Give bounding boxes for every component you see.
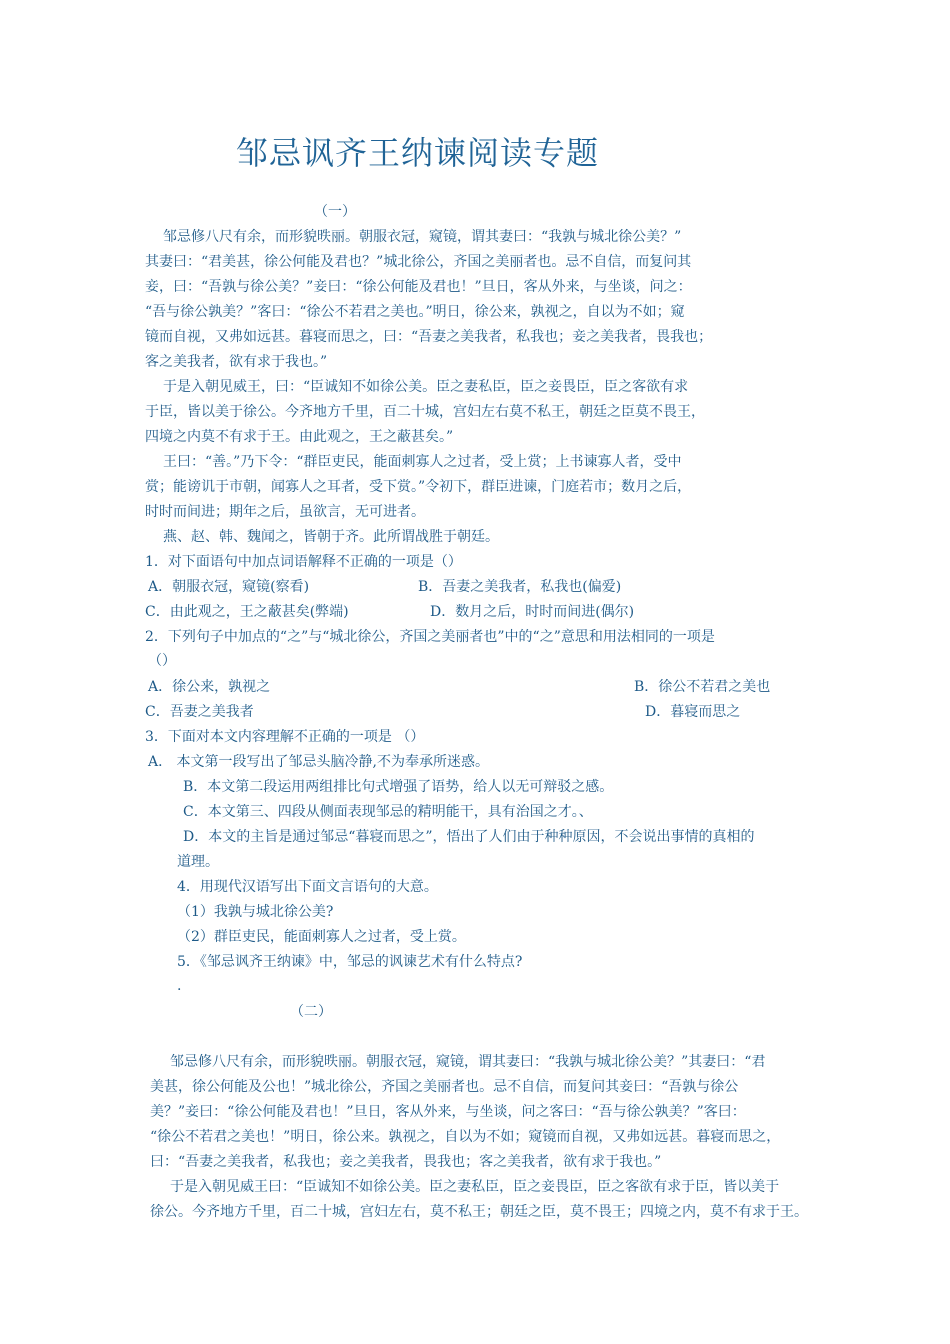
part1-heading: （一） [314,204,356,220]
passage1-line: 赏；能谤讥于市朝，闻寡人之耳者，受下赏。”令初下，群臣进谏，门庭若市；数月之后， [145,479,692,495]
question-1-option-a: A．朝服衣冠，窥镜(察看) [148,579,310,595]
question-4-sentence-1: （1）我孰与城北徐公美? [177,904,334,920]
question-3-stem: 3．下面对本文内容理解不正确的一项是 （） [145,729,425,745]
question-2-option-a: A．徐公来，孰视之 [148,679,271,695]
question-2-option-b: B．徐公不若君之美也 [634,679,771,695]
question-2-option-c: C．吾妻之美我者 [145,704,254,720]
passage2-line: 徐公。今齐地方千里，百二十城，宫妇左右，莫不私王；朝廷之臣，莫不畏王；四境之内，莫不有求于王。 [150,1204,808,1220]
question-1-option-c: C．由此观之，王之蔽甚矣(弊端) [145,604,349,620]
passage1-line: 其妻曰：“君美甚，徐公何能及君也？”城北徐公，齐国之美丽者也。忌不自信，而复问其 [145,254,692,270]
passage2-line: 美？”妾曰：“徐公何能及君也！”旦日，客从外来，与坐谈，问之客曰：“吾与徐公孰美？”客曰： [150,1104,746,1120]
passage1-line: 邹忌修八尺有余，而形貌昳丽。朝服衣冠，窥镜，谓其妻曰：“我孰与城北徐公美？” [163,229,682,245]
passage1-line: 镜而自视，又弗如远甚。暮寝而思之，曰：“吾妻之美我者，私我也；妾之美我者，畏我也； [145,329,713,345]
question-3-option-a: A． 本文第一段写出了邹忌头脑冷静,不为奉承所迷惑。 [148,754,490,770]
passage1-line: 燕、赵、韩、魏闻之，皆朝于齐。此所谓战胜于朝廷。 [163,529,499,545]
question-5-stem: 5．《邹忌讽齐王纳谏》中，邹忌的讽谏艺术有什么特点? [177,954,523,970]
passage1-line: 四境之内莫不有求于王。由此观之，王之蔽甚矣。” [145,429,454,445]
part2-heading: （二） [290,1004,332,1020]
passage1-line: 时时而间进；期年之后，虽欲言，无可进者。 [145,504,425,520]
question-3-option-c: C．本文第三、四段从侧面表现邹忌的精明能干，具有治国之才。、 [183,804,593,820]
question-5-answer-space: . [177,978,182,994]
question-3-option-d: D．本文的主旨是通过邹忌“暮寝而思之”，悟出了人们由于种种原因，不会说出事情的真相的 [183,829,755,845]
passage2-line: 美甚，徐公何能及公也！”城北徐公，齐国之美丽者也。忌不自信，而复问其妾曰：“吾孰与徐公 [150,1079,739,1095]
passage2-line: 于是入朝见威王曰：“臣诚知不如徐公美。臣之妻私臣，臣之妾畏臣，臣之客欲有求于臣，皆以美于 [170,1179,780,1195]
question-3-option-d-cont: 道理。 [177,854,219,870]
question-1-option-b: B．吾妻之美我者，私我也(偏爱) [418,579,622,595]
passage1-line: “吾与徐公孰美？”客曰：“徐公不若君之美也。”明日，徐公来，孰视之，自以为不如；窥 [145,304,685,320]
question-2-option-d: D．暮寝而思之 [645,704,741,720]
passage2-line: 曰：“吾妻之美我者，私我也；妾之美我者，畏我也；客之美我者，欲有求于我也。” [150,1154,662,1170]
document-title: 邹忌讽齐王纳谏阅读专题 [236,134,600,172]
question-1-stem: 1．对下面语句中加点词语解释不正确的一项是（） [145,554,462,570]
question-2-stem: 2．下列句子中加点的“之”与“城北徐公，齐国之美丽者也”中的“之”意思和用法相同的一项是 [145,629,715,645]
passage1-line: 王曰：“善。”乃下令：“群臣吏民，能面刺寡人之过者，受上赏；上书谏寡人者，受中 [163,454,682,470]
question-1-option-d: D．数月之后，时时而间进(偶尔) [430,604,635,620]
passage1-line: 于是入朝见威王，曰：“臣诚知不如徐公美。臣之妻私臣，臣之妾畏臣，臣之客欲有求 [163,379,689,395]
passage1-line: 客之美我者，欲有求于我也。” [145,354,328,370]
passage1-line: 妾，曰：“吾孰与徐公美？”妾曰：“徐公何能及君也！”旦日，客从外来，与坐谈，问之： [145,279,692,295]
question-4-stem: 4．用现代汉语写出下面文言语句的大意。 [177,879,438,895]
passage2-line: 邹忌修八尺有余，而形貌昳丽。朝服衣冠，窥镜，谓其妻曰：“我孰与城北徐公美？”其妻曰：“君 [170,1054,766,1070]
question-2-stem-cont: （） [148,653,176,669]
passage2-line: “徐公不若君之美也！”明日，徐公来。孰视之，自以为不如；窥镜而自视，又弗如远甚。暮寝而思之， [150,1129,781,1145]
question-3-option-b: B．本文第二段运用两组排比句式增强了语势，给人以无可辩驳之感。 [183,779,614,795]
passage1-line: 于臣，皆以美于徐公。今齐地方千里，百二十城，宫妇左右莫不私王，朝廷之臣莫不畏王， [145,404,705,420]
question-4-sentence-2: （2）群臣吏民，能面刺寡人之过者，受上赏。 [177,929,466,945]
